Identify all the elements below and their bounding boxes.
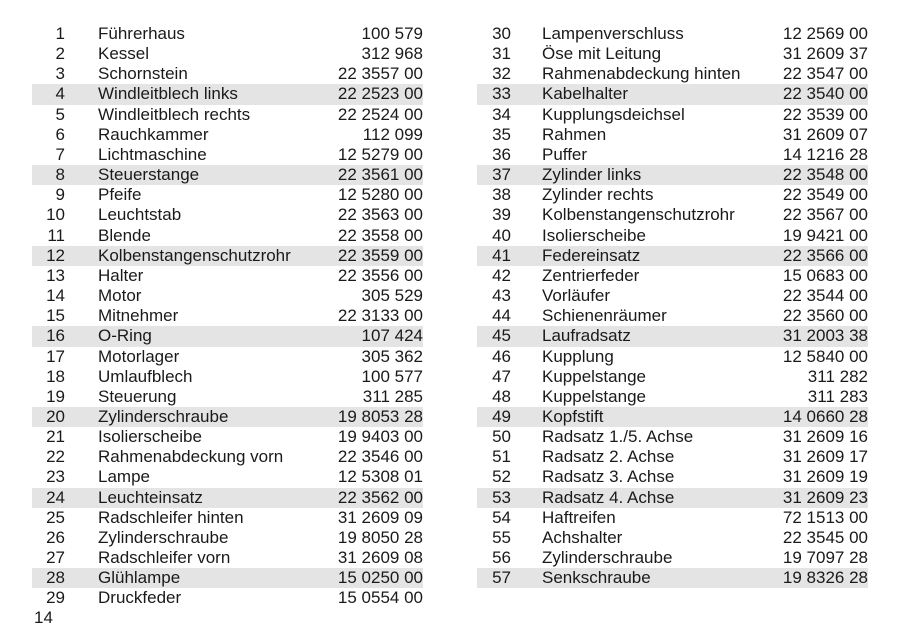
part-name: Zylinderschraube bbox=[542, 548, 673, 568]
parts-row bbox=[477, 326, 868, 346]
article-code: 311 285 bbox=[362, 386, 423, 406]
part-number: 20 bbox=[46, 406, 65, 426]
part-name: Rahmen bbox=[542, 124, 607, 144]
article-code: 22 3559 00 bbox=[337, 245, 423, 265]
part-number: 36 bbox=[492, 144, 511, 164]
part-name: Kolbenstangenschutzrohr bbox=[542, 205, 735, 225]
part-number: 8 bbox=[55, 165, 65, 185]
article-code: 22 3566 00 bbox=[782, 245, 868, 265]
article-code: 22 2524 00 bbox=[337, 104, 423, 124]
article-code: 19 8050 28 bbox=[337, 527, 423, 547]
parts-row bbox=[32, 447, 423, 467]
parts-row bbox=[32, 125, 423, 145]
part-number: 51 bbox=[492, 447, 511, 467]
part-number: 42 bbox=[492, 265, 511, 285]
article-code: 22 3567 00 bbox=[782, 205, 868, 225]
article-code: 22 3562 00 bbox=[337, 487, 423, 507]
part-number: 29 bbox=[46, 588, 65, 608]
part-name: Leuchteinsatz bbox=[98, 487, 203, 507]
article-code: 22 3549 00 bbox=[782, 185, 868, 205]
part-name: Rahmenabdeckung vorn bbox=[98, 447, 284, 467]
article-code: 22 3133 00 bbox=[337, 306, 423, 326]
part-name: Radschleifer vorn bbox=[98, 548, 231, 568]
part-name: Schienenräumer bbox=[542, 306, 667, 326]
parts-row bbox=[477, 185, 868, 205]
part-name: Lichtmaschine bbox=[98, 144, 207, 164]
part-number: 37 bbox=[492, 165, 511, 185]
parts-row bbox=[32, 145, 423, 165]
article-code: 22 3539 00 bbox=[782, 104, 868, 124]
parts-row bbox=[477, 205, 868, 225]
parts-row bbox=[32, 387, 423, 407]
part-name: Vorläufer bbox=[542, 286, 611, 306]
article-code: 305 362 bbox=[361, 346, 423, 366]
parts-row bbox=[477, 105, 868, 125]
article-code: 312 968 bbox=[361, 44, 423, 64]
article-code: 19 9421 00 bbox=[782, 225, 868, 245]
part-name: Kuppelstange bbox=[542, 366, 646, 386]
part-name: Umlaufblech bbox=[98, 366, 193, 386]
part-name: Schornstein bbox=[98, 64, 188, 84]
part-name: Mitnehmer bbox=[98, 306, 179, 326]
part-number: 3 bbox=[55, 64, 65, 84]
part-name: Kuppelstange bbox=[542, 386, 646, 406]
parts-row bbox=[477, 347, 868, 367]
parts-row bbox=[32, 588, 423, 608]
article-code: 305 529 bbox=[361, 286, 423, 306]
part-name: Radsatz 4. Achse bbox=[542, 487, 675, 507]
part-name: Lampe bbox=[98, 467, 150, 487]
parts-row bbox=[477, 427, 868, 447]
part-number: 41 bbox=[492, 245, 511, 265]
article-code: 19 9403 00 bbox=[337, 427, 423, 447]
parts-row bbox=[32, 306, 423, 326]
part-name: Kupplung bbox=[542, 346, 614, 366]
parts-row bbox=[32, 467, 423, 487]
parts-row bbox=[477, 226, 868, 246]
part-name: Rauchkammer bbox=[98, 124, 209, 144]
article-code: 22 3561 00 bbox=[337, 165, 423, 185]
part-number: 53 bbox=[492, 487, 511, 507]
part-number: 57 bbox=[492, 568, 511, 588]
parts-row bbox=[32, 367, 423, 387]
part-number: 6 bbox=[55, 124, 65, 144]
parts-row bbox=[32, 226, 423, 246]
part-number: 52 bbox=[492, 467, 511, 487]
part-number: 56 bbox=[492, 548, 511, 568]
part-name: Zylinder links bbox=[542, 165, 642, 185]
article-code: 31 2609 23 bbox=[782, 487, 868, 507]
part-number: 33 bbox=[492, 84, 511, 104]
part-name: Kabelhalter bbox=[542, 84, 629, 104]
parts-row bbox=[477, 145, 868, 165]
article-code: 22 3558 00 bbox=[337, 225, 423, 245]
article-code: 15 0250 00 bbox=[337, 568, 423, 588]
parts-row bbox=[477, 367, 868, 387]
article-code: 12 2569 00 bbox=[782, 24, 868, 43]
parts-row bbox=[32, 64, 423, 84]
article-code: 100 579 bbox=[361, 24, 423, 43]
part-number: 39 bbox=[492, 205, 511, 225]
article-code: 22 3556 00 bbox=[337, 265, 423, 285]
article-code: 12 5280 00 bbox=[337, 185, 423, 205]
part-number: 28 bbox=[46, 568, 65, 588]
part-number: 24 bbox=[46, 487, 65, 507]
part-number: 34 bbox=[492, 104, 511, 124]
part-number: 7 bbox=[55, 144, 65, 164]
part-name: Isolierscheibe bbox=[98, 427, 202, 447]
part-number: 16 bbox=[46, 326, 65, 346]
part-number: 9 bbox=[55, 185, 65, 205]
part-number: 5 bbox=[55, 104, 65, 124]
parts-row bbox=[32, 266, 423, 286]
article-code: 311 282 bbox=[807, 366, 868, 386]
part-number: 35 bbox=[492, 124, 511, 144]
parts-row bbox=[477, 246, 868, 266]
part-number: 27 bbox=[46, 548, 65, 568]
parts-row bbox=[477, 24, 868, 44]
parts-row bbox=[477, 508, 868, 528]
part-name: Senkschraube bbox=[542, 568, 651, 588]
part-number: 23 bbox=[46, 467, 65, 487]
part-number: 46 bbox=[492, 346, 511, 366]
article-code: 31 2609 08 bbox=[337, 548, 423, 568]
article-code: 12 5308 01 bbox=[337, 467, 423, 487]
part-number: 25 bbox=[46, 507, 65, 527]
part-number: 18 bbox=[46, 366, 65, 386]
part-name: O-Ring bbox=[98, 326, 152, 346]
parts-row bbox=[32, 105, 423, 125]
part-number: 30 bbox=[492, 24, 511, 43]
part-number: 49 bbox=[492, 406, 511, 426]
article-code: 14 1216 28 bbox=[782, 144, 868, 164]
article-code: 100 577 bbox=[361, 366, 423, 386]
parts-row bbox=[32, 286, 423, 306]
article-code: 72 1513 00 bbox=[782, 507, 868, 527]
parts-row bbox=[477, 568, 868, 588]
part-name: Druckfeder bbox=[98, 588, 182, 608]
article-code: 31 2609 09 bbox=[337, 507, 423, 527]
part-name: Führerhaus bbox=[98, 24, 185, 43]
part-name: Windleitblech rechts bbox=[98, 104, 251, 124]
part-number: 47 bbox=[492, 366, 511, 386]
part-name: Lampenverschluss bbox=[542, 24, 684, 43]
article-code: 112 099 bbox=[362, 124, 423, 144]
part-name: Federeinsatz bbox=[542, 245, 641, 265]
part-name: Puffer bbox=[542, 144, 588, 164]
part-number: 32 bbox=[492, 64, 511, 84]
parts-row bbox=[477, 306, 868, 326]
parts-row bbox=[477, 488, 868, 508]
parts-row bbox=[32, 488, 423, 508]
parts-list-left-column bbox=[32, 24, 423, 609]
part-name: Laufradsatz bbox=[542, 326, 631, 346]
part-name: Kessel bbox=[98, 44, 150, 64]
article-code: 22 3544 00 bbox=[782, 286, 868, 306]
article-code: 31 2609 17 bbox=[782, 447, 868, 467]
part-number: 22 bbox=[46, 447, 65, 467]
part-name: Motorlager bbox=[98, 346, 180, 366]
parts-row bbox=[32, 205, 423, 225]
article-code: 22 3540 00 bbox=[782, 84, 868, 104]
parts-row bbox=[477, 165, 868, 185]
parts-row bbox=[32, 548, 423, 568]
article-code: 31 2609 07 bbox=[782, 124, 868, 144]
part-number: 4 bbox=[55, 84, 65, 104]
parts-row bbox=[477, 125, 868, 145]
parts-row bbox=[32, 508, 423, 528]
article-code: 311 283 bbox=[807, 386, 868, 406]
part-name: Zentrierfeder bbox=[542, 265, 640, 285]
part-name: Zylinder rechts bbox=[542, 185, 654, 205]
article-code: 31 2003 38 bbox=[782, 326, 868, 346]
parts-row bbox=[32, 427, 423, 447]
parts-row bbox=[477, 407, 868, 427]
part-name: Radschleifer hinten bbox=[98, 507, 244, 527]
article-code: 19 8326 28 bbox=[782, 568, 868, 588]
part-number: 1 bbox=[55, 24, 65, 43]
parts-row bbox=[32, 568, 423, 588]
part-name: Kupplungsdeichsel bbox=[542, 104, 685, 124]
parts-row bbox=[32, 24, 423, 44]
parts-row bbox=[477, 64, 868, 84]
part-number: 55 bbox=[492, 527, 511, 547]
article-code: 22 3547 00 bbox=[782, 64, 868, 84]
article-code: 22 3548 00 bbox=[782, 165, 868, 185]
part-name: Steuerstange bbox=[98, 165, 200, 185]
parts-row bbox=[32, 84, 423, 104]
article-code: 107 424 bbox=[361, 326, 423, 346]
part-name: Pfeife bbox=[98, 185, 142, 205]
part-name: Steuerung bbox=[98, 386, 177, 406]
article-code: 22 3560 00 bbox=[782, 306, 868, 326]
part-number: 13 bbox=[46, 265, 65, 285]
article-code: 19 8053 28 bbox=[337, 406, 423, 426]
part-name: Zylinderschraube bbox=[98, 527, 229, 547]
part-name: Haftreifen bbox=[542, 507, 616, 527]
article-code: 22 3546 00 bbox=[337, 447, 423, 467]
parts-row bbox=[32, 407, 423, 427]
part-name: Glühlampe bbox=[98, 568, 181, 588]
article-code: 15 0683 00 bbox=[782, 265, 868, 285]
parts-list-right-column bbox=[477, 24, 868, 588]
part-number: 21 bbox=[46, 427, 65, 447]
part-number: 10 bbox=[46, 205, 65, 225]
part-number: 26 bbox=[46, 527, 65, 547]
article-code: 12 5279 00 bbox=[337, 144, 423, 164]
parts-row bbox=[477, 44, 868, 64]
part-name: Isolierscheibe bbox=[542, 225, 646, 245]
part-number: 43 bbox=[492, 286, 511, 306]
article-code: 14 0660 28 bbox=[782, 406, 868, 426]
part-name: Kopfstift bbox=[542, 406, 604, 426]
parts-row bbox=[32, 165, 423, 185]
part-name: Radsatz 3. Achse bbox=[542, 467, 675, 487]
part-number: 48 bbox=[492, 386, 511, 406]
article-code: 31 2609 37 bbox=[782, 44, 868, 64]
parts-row bbox=[477, 266, 868, 286]
parts-row bbox=[477, 447, 868, 467]
parts-row bbox=[477, 467, 868, 487]
part-name: Radsatz 1./5. Achse bbox=[542, 427, 694, 447]
part-number: 11 bbox=[47, 225, 65, 245]
parts-row bbox=[477, 84, 868, 104]
part-name: Öse mit Leitung bbox=[542, 44, 662, 64]
part-number: 38 bbox=[492, 185, 511, 205]
part-name: Rahmenabdeckung hinten bbox=[542, 64, 741, 84]
parts-row bbox=[477, 286, 868, 306]
page-number: 14 bbox=[34, 608, 53, 627]
article-code: 31 2609 16 bbox=[782, 427, 868, 447]
article-code: 31 2609 19 bbox=[782, 467, 868, 487]
parts-row bbox=[32, 326, 423, 346]
part-number: 17 bbox=[46, 346, 65, 366]
part-number: 40 bbox=[492, 225, 511, 245]
part-name: Motor bbox=[98, 286, 142, 306]
parts-row bbox=[32, 347, 423, 367]
part-number: 44 bbox=[492, 306, 511, 326]
part-number: 14 bbox=[46, 286, 65, 306]
parts-row bbox=[477, 387, 868, 407]
article-code: 22 2523 00 bbox=[337, 84, 423, 104]
part-name: Blende bbox=[98, 225, 151, 245]
part-name: Kolbenstangenschutzrohr bbox=[98, 245, 291, 265]
article-code: 22 3557 00 bbox=[337, 64, 423, 84]
part-number: 2 bbox=[55, 44, 65, 64]
part-name: Radsatz 2. Achse bbox=[542, 447, 675, 467]
article-code: 22 3563 00 bbox=[337, 205, 423, 225]
part-name: Windleitblech links bbox=[98, 84, 238, 104]
parts-row bbox=[477, 548, 868, 568]
parts-row bbox=[32, 528, 423, 548]
parts-row bbox=[32, 44, 423, 64]
article-code: 15 0554 00 bbox=[337, 588, 423, 608]
part-number: 15 bbox=[46, 306, 65, 326]
part-number: 31 bbox=[492, 44, 511, 64]
part-name: Halter bbox=[98, 265, 144, 285]
parts-row bbox=[32, 185, 423, 205]
part-name: Zylinderschraube bbox=[98, 406, 229, 426]
article-code: 22 3545 00 bbox=[782, 527, 868, 547]
part-number: 12 bbox=[46, 245, 65, 265]
parts-row bbox=[477, 528, 868, 548]
part-name: Achshalter bbox=[542, 527, 623, 547]
part-number: 54 bbox=[492, 507, 511, 527]
part-number: 45 bbox=[492, 326, 511, 346]
article-code: 19 7097 28 bbox=[782, 548, 868, 568]
part-number: 50 bbox=[492, 427, 511, 447]
article-code: 12 5840 00 bbox=[782, 346, 868, 366]
parts-row bbox=[32, 246, 423, 266]
part-name: Leuchtstab bbox=[98, 205, 182, 225]
part-number: 19 bbox=[46, 386, 65, 406]
